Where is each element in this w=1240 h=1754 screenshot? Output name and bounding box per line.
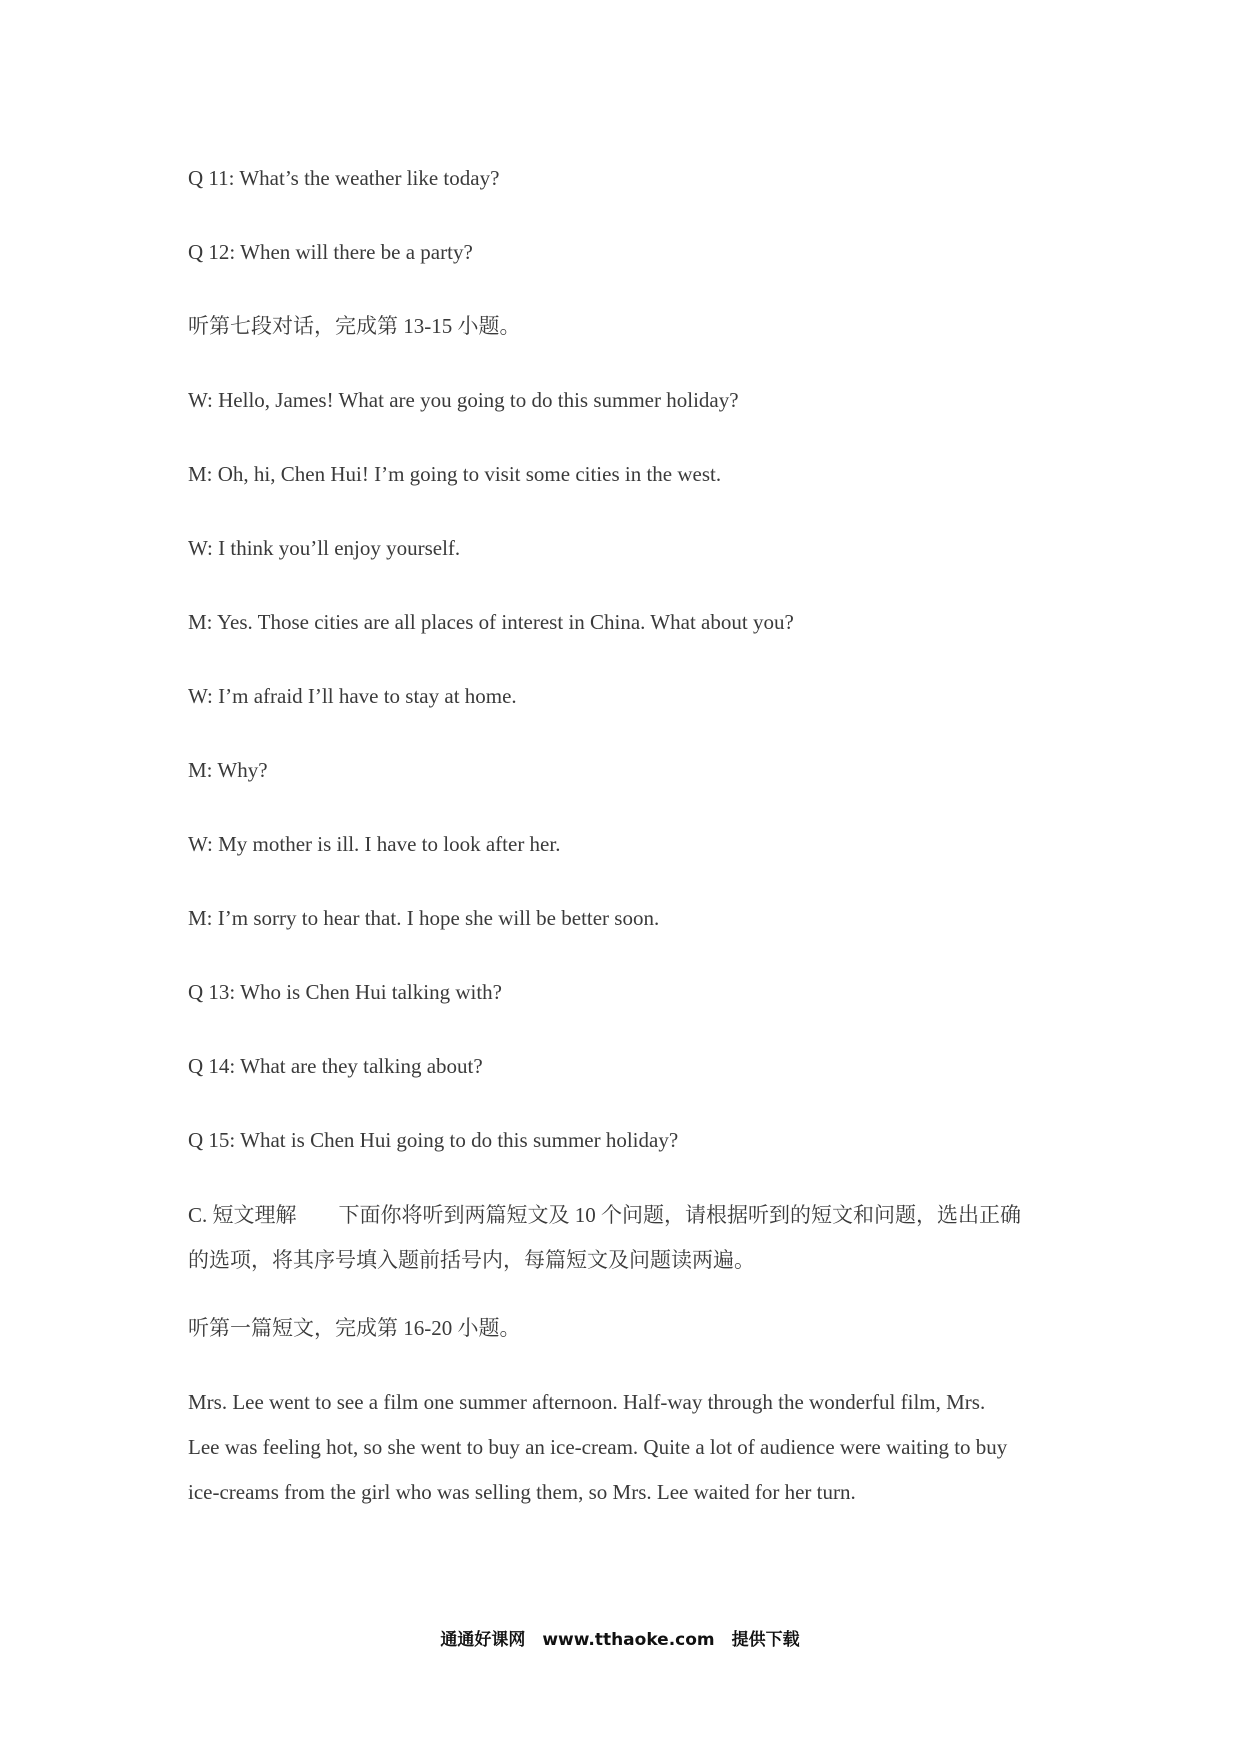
section-c-line: C. 短文理解 下面你将听到两篇短文及 10 个问题，请根据听到的短文和问题，选出正确 xyxy=(188,1203,1022,1227)
dialogue-line: M: Why? xyxy=(188,758,268,782)
dialogue-line: W: I’m afraid I’ll have to stay at home. xyxy=(188,684,517,708)
question-11: Q 11: What’s the weather like today? xyxy=(188,166,500,190)
page-footer: 通通好课网 www.tthaoke.com 提供下载 xyxy=(440,1630,800,1650)
passage-line: ice-creams from the girl who was selling them, so Mrs. Lee waited for her turn. xyxy=(188,1480,856,1504)
section-c-line: 的选项，将其序号填入题前括号内，每篇短文及问题读两遍。 xyxy=(188,1248,755,1272)
question-15: Q 15: What is Chen Hui going to do this summer holiday? xyxy=(188,1128,679,1152)
passage-line: Mrs. Lee went to see a film one summer afternoon. Half-way through the wonderful film, Mrs. xyxy=(188,1390,986,1414)
question-12: Q 12: When will there be a party? xyxy=(188,240,473,264)
dialogue-line: M: Oh, hi, Chen Hui! I’m going to visit some cities in the west. xyxy=(188,462,722,486)
passage-line: Lee was feeling hot, so she went to buy an ice-cream. Quite a lot of audience were waiting to buy xyxy=(188,1435,1008,1459)
dialogue-line: M: I’m sorry to hear that. I hope she will be better soon. xyxy=(188,906,660,930)
passage-1-intro: 听第一篇短文，完成第 16-20 小题。 xyxy=(188,1316,521,1340)
dialogue-line: W: I think you’ll enjoy yourself. xyxy=(188,536,461,560)
passage-1-text xyxy=(188,1380,1056,1515)
dialogue-line: W: Hello, James! What are you going to do this summer holiday? xyxy=(188,388,739,412)
question-14: Q 14: What are they talking about? xyxy=(188,1054,483,1078)
question-13: Q 13: Who is Chen Hui talking with? xyxy=(188,980,503,1004)
dialogue-line: M: Yes. Those cities are all places of interest in China. What about you? xyxy=(188,610,794,634)
dialogue-line: W: My mother is ill. I have to look after her. xyxy=(188,832,561,856)
section-c-instructions xyxy=(188,1193,1056,1283)
dialogue-7-intro: 听第七段对话，完成第 13-15 小题。 xyxy=(188,314,521,338)
